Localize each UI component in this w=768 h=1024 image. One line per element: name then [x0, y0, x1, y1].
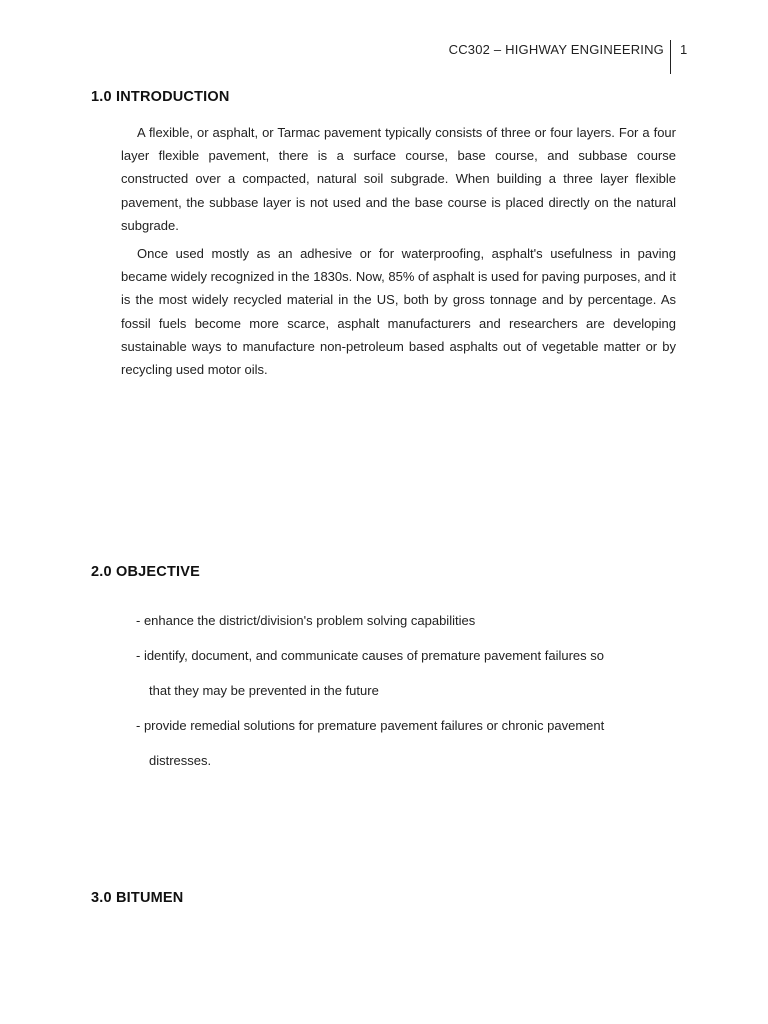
- objective-item-1: - enhance the district/division's problem solving capabilities: [136, 613, 476, 628]
- objective-item-3-continued: distresses.: [149, 753, 212, 768]
- introduction-paragraph-1: A flexible, or asphalt, or Tarmac pavement typically consists of three or four layers. For a four layer flexible pavement, there is a surface course, base course, and subbase course constructed over a compacted, natural soil subgrade. When building a three layer flexible pavement, the subbase layer is not used and the base course is placed directly on the natural subgrade.: [121, 125, 676, 233]
- header-divider: [670, 40, 671, 74]
- objective-item-2: - identify, document, and communicate causes of premature pavement failures so: [136, 648, 604, 663]
- page-number: 1: [680, 42, 688, 57]
- page-header: [0, 42, 768, 76]
- objective-item-3: - provide remedial solutions for premature pavement failures or chronic pavement: [136, 718, 605, 733]
- header-title: CC302 – HIGHWAY ENGINEERING: [448, 42, 664, 57]
- introduction-paragraph-2: Once used mostly as an adhesive or for waterproofing, asphalt's usefulness in paving became widely recognized in the 1830s. Now, 85% of asphalt is used for paving purposes, and it is the most widely recycled material in the US, both by gross tonnage and by percentage. As fossil fuels become more scarce, asphalt manufacturers and researchers are developing sustainable ways to manufacture non-petroleum based asphalts out of vegetable matter or by recycling used motor oils.: [121, 246, 677, 378]
- section-heading-objective: 2.0 OBJECTIVE: [91, 564, 200, 580]
- section-heading-introduction: 1.0 INTRODUCTION: [91, 89, 230, 105]
- section-heading-bitumen: 3.0 BITUMEN: [91, 890, 184, 906]
- objective-item-2-continued: that they may be prevented in the future: [149, 683, 379, 698]
